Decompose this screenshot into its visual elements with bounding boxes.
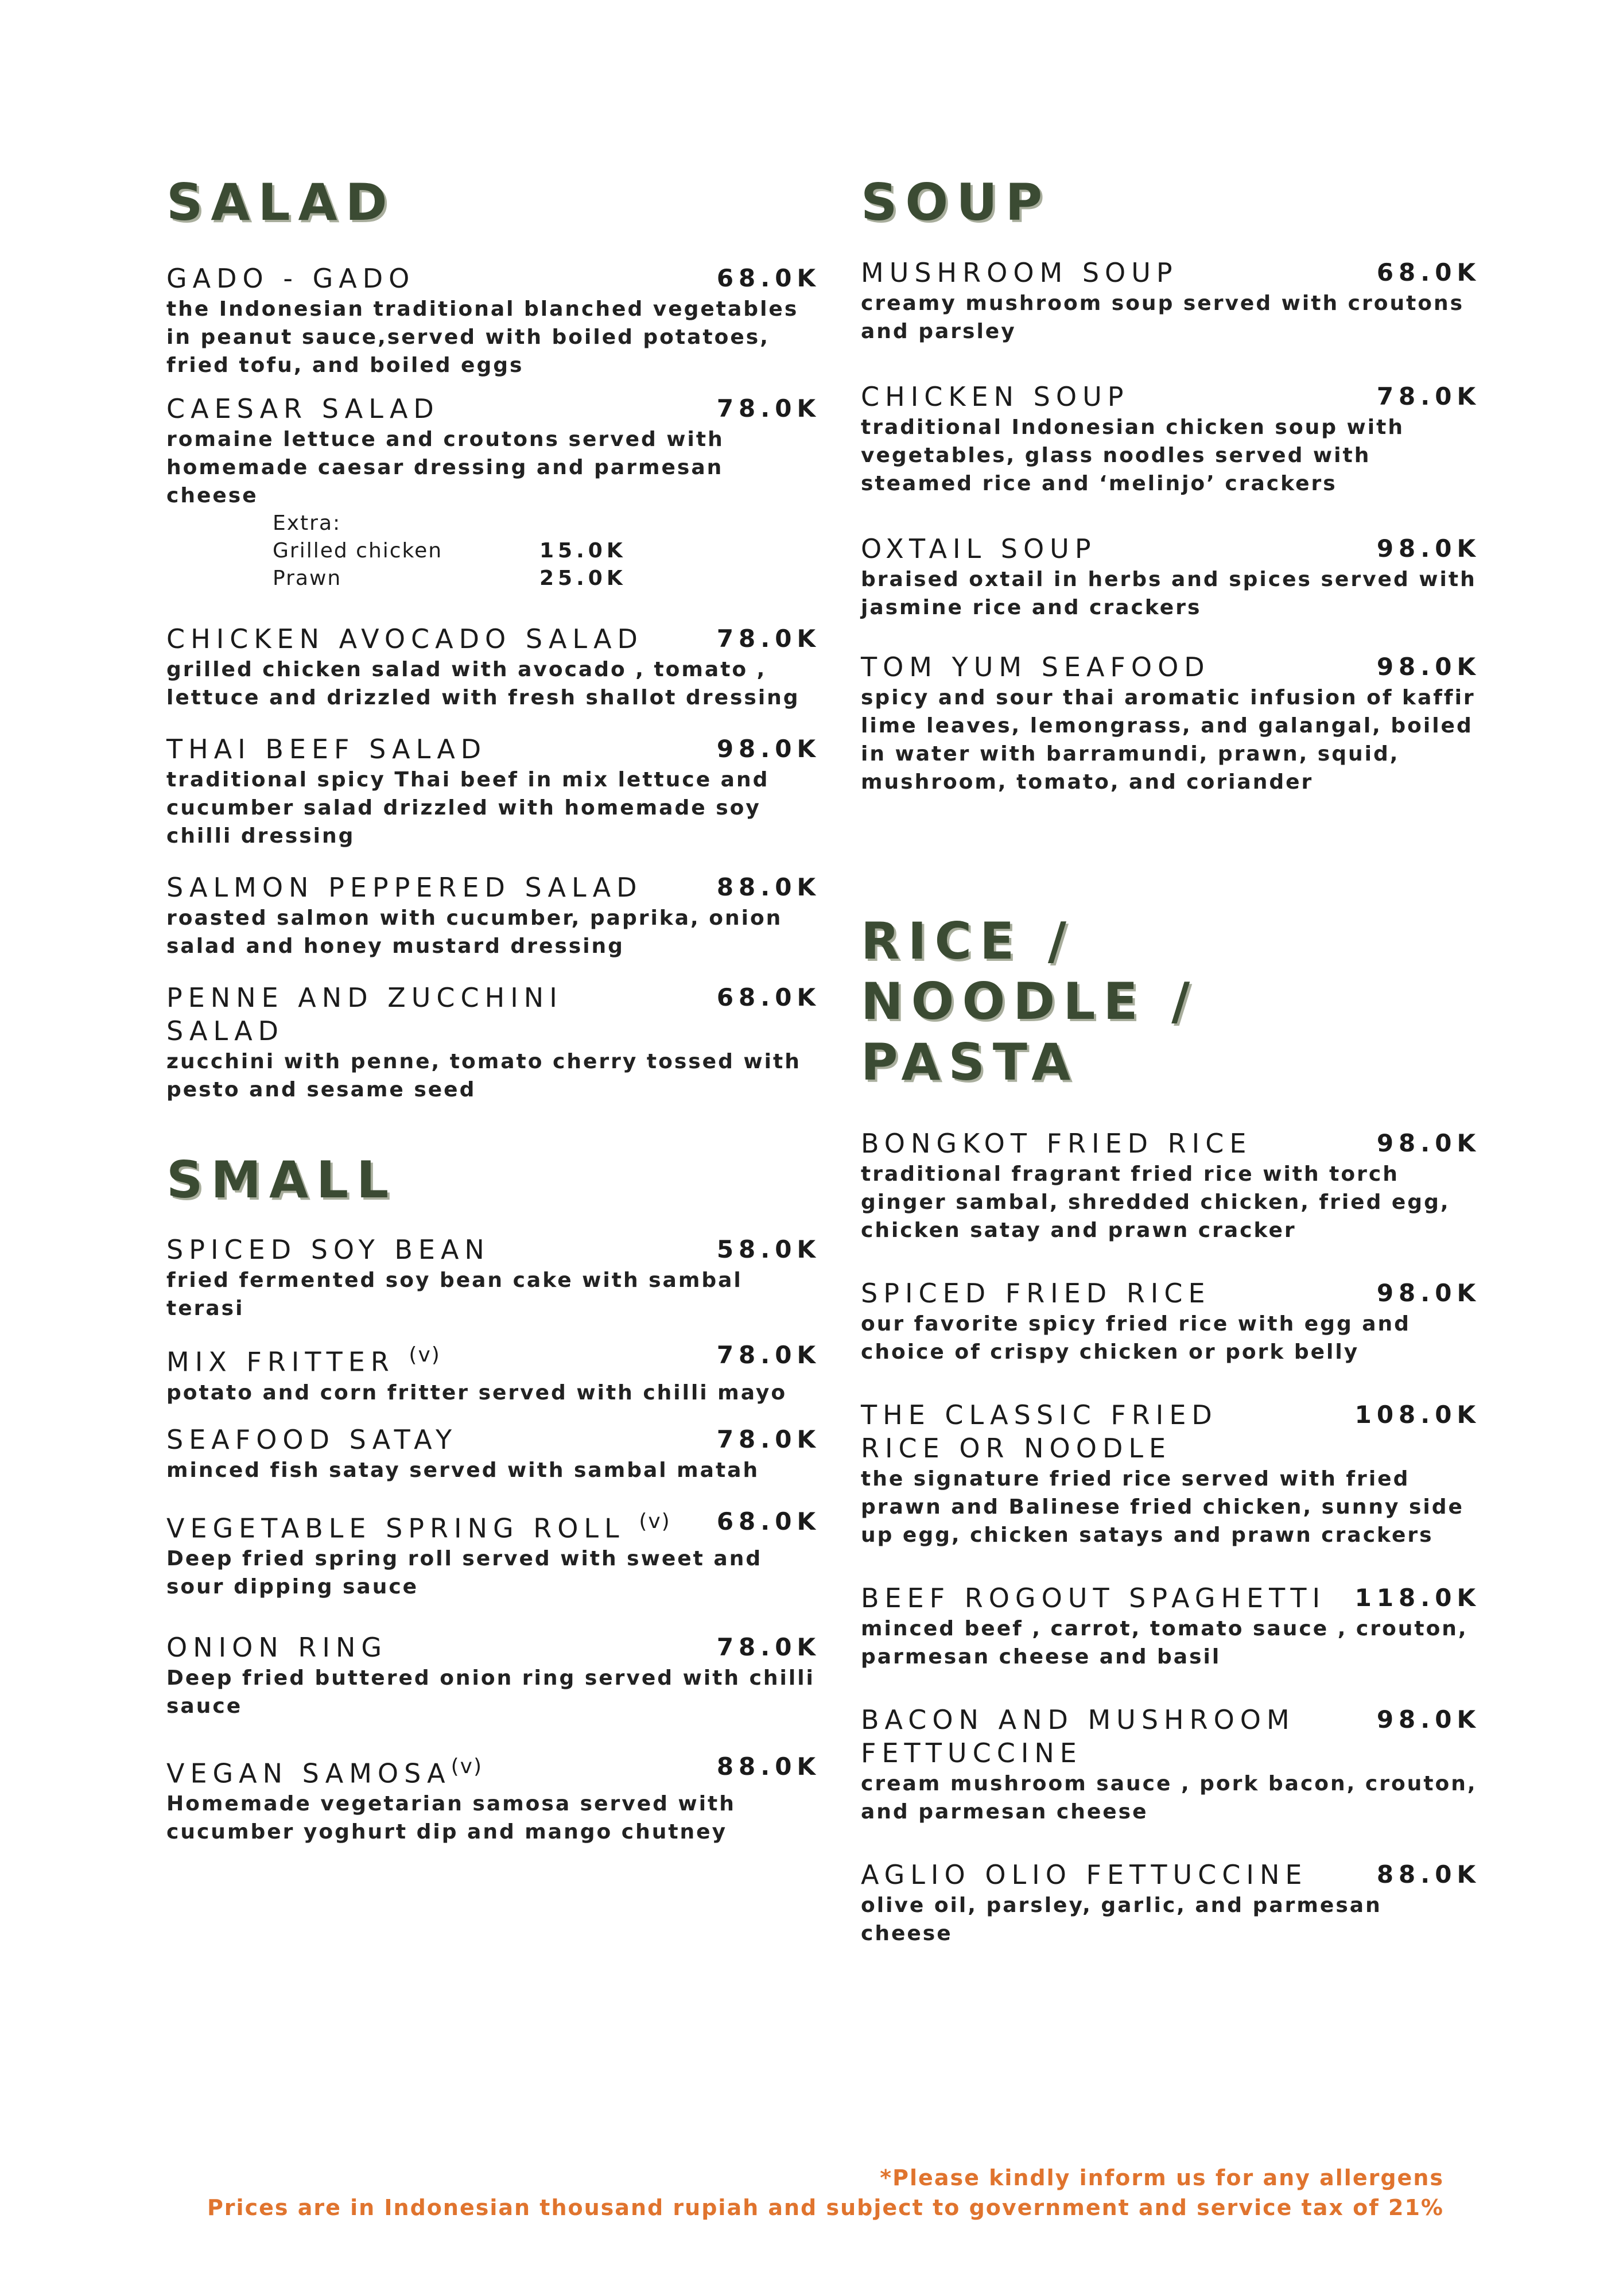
item-name: MIX FRITTER $^{(v)}$ xyxy=(166,1343,441,1378)
allergen-note: *Please kindly inform us for any allergens xyxy=(880,2165,1444,2190)
item-description: minced beef , carrot, tomato sauce , crouton, parmesan cheese and basil xyxy=(861,1617,1468,1669)
menu-item xyxy=(166,1423,821,1484)
menu-item xyxy=(166,392,821,592)
salad-section xyxy=(166,172,821,1104)
extra-price: 15.0K xyxy=(539,538,627,563)
extra-row xyxy=(273,537,821,565)
item-price: 98.0K xyxy=(1376,1129,1481,1158)
item-price: 78.0K xyxy=(716,394,821,422)
item-description: braised oxtail in herbs and spices served with jasmine rice and crackers xyxy=(861,567,1477,619)
item-name: THAI BEEF SALAD xyxy=(166,733,487,765)
section-title-salad: SALAD xyxy=(166,173,395,232)
item-description: minced fish satay served with sambal matah xyxy=(166,1458,760,1482)
item-price: 98.0K xyxy=(1376,652,1481,681)
item-price: 78.0K xyxy=(716,1425,821,1453)
menu-item xyxy=(861,256,1481,346)
menu-item xyxy=(861,1398,1481,1549)
item-description: zucchini with penne, tomato cherry tossed with pesto and sesame seed xyxy=(166,1049,801,1102)
item-price: 88.0K xyxy=(1376,1860,1481,1889)
item-description: Deep fried spring roll served with sweet and sour dipping sauce xyxy=(166,1546,763,1599)
menu-item xyxy=(166,1339,821,1406)
item-name: CHICKEN SOUP xyxy=(861,381,1129,412)
section-title-soup: SOUP xyxy=(861,173,1051,232)
item-name: SPICED SOY BEAN xyxy=(166,1234,490,1266)
item-description: fried fermented soy bean cake with sambal terasi xyxy=(166,1269,743,1321)
item-price: 68.0K xyxy=(716,263,821,292)
footer-notes xyxy=(207,2163,1444,2223)
vegetarian-tag: (v) xyxy=(409,1343,441,1367)
extras-label: Extra: xyxy=(273,511,341,535)
menu-item xyxy=(861,1277,1481,1366)
item-name: CHICKEN AVOCADO SALAD xyxy=(166,623,643,654)
menu-item xyxy=(166,981,821,1104)
item-price: 58.0K xyxy=(716,1235,821,1264)
item-price: 78.0K xyxy=(716,624,821,653)
item-name: MUSHROOM SOUP xyxy=(861,257,1178,288)
item-name: BACON AND MUSHROOM FETTUCCINE xyxy=(861,1704,1295,1769)
vegetarian-tag: (v) xyxy=(639,1509,671,1533)
item-description: traditional fragrant fried rice with torch ginger sambal, shredded chicken, fried egg, chicken satay and prawn cracker xyxy=(861,1162,1450,1243)
extras-block xyxy=(273,510,821,592)
extra-row xyxy=(273,565,821,592)
item-description: spicy and sour thai aromatic infusion of kaffir lime leaves, lemongrass, and galangal, boiled in water with barramundi, prawn, squid, mushroom, tomato, and coriander xyxy=(861,685,1476,794)
item-description: creamy mushroom soup served with croutons and parsley xyxy=(861,291,1465,343)
menu-item xyxy=(861,1703,1481,1826)
extra-name: Grilled chicken xyxy=(273,538,443,563)
section-title-small: SMALL xyxy=(166,1150,397,1209)
item-description: Homemade vegetarian samosa served with cucumber yoghurt dip and mango chutney xyxy=(166,1792,736,1844)
item-price: 68.0K xyxy=(716,983,821,1011)
item-price: 98.0K xyxy=(1376,1705,1481,1734)
item-price: 78.0K xyxy=(1376,382,1481,410)
menu-item xyxy=(166,732,821,850)
menu-item xyxy=(166,1631,821,1720)
item-price: 98.0K xyxy=(716,734,821,763)
item-price: 88.0K xyxy=(716,1752,821,1781)
extra-name: Prawn xyxy=(273,566,342,590)
item-price: 68.0K xyxy=(716,1507,821,1535)
item-name: SALMON PEPPERED SALAD xyxy=(166,871,643,903)
item-description: traditional spicy Thai beef in mix lettuce and cucumber salad drizzled with homemade soy chilli dressing xyxy=(166,767,770,848)
menu-item xyxy=(861,532,1481,622)
item-name: GADO - GADO xyxy=(166,262,416,294)
item-name: BEEF ROGOUT SPAGHETTI xyxy=(861,1583,1326,1614)
item-name: ONION RING xyxy=(166,1631,388,1663)
item-price: 98.0K xyxy=(1376,1279,1481,1308)
item-name: PENNE AND ZUCCHINI SALAD xyxy=(166,982,563,1046)
menu-item xyxy=(861,650,1481,796)
item-price: 68.0K xyxy=(1376,258,1481,286)
menu-item xyxy=(166,1750,821,1846)
rice-noodle-pasta-section xyxy=(861,911,1481,1948)
item-description: olive oil, parsley, garlic, and parmesan cheese xyxy=(861,1894,1382,1946)
menu-item xyxy=(166,622,821,712)
item-description: the Indonesian traditional blanched vegetables in peanut sauce,served with boiled potatoes, fried tofu, and boiled eggs xyxy=(166,297,799,377)
item-price: 78.0K xyxy=(716,1341,821,1370)
item-price: 118.0K xyxy=(1354,1584,1481,1612)
small-section xyxy=(166,1150,821,1847)
extra-price: 25.0K xyxy=(539,566,627,590)
item-price: 98.0K xyxy=(1376,534,1481,563)
item-name: SPICED FRIED RICE xyxy=(861,1278,1211,1309)
menu-item xyxy=(166,871,821,960)
item-description: our favorite spicy fried rice with egg and choice of crispy chicken or pork belly xyxy=(861,1312,1411,1364)
item-price: 78.0K xyxy=(716,1632,821,1661)
item-name: VEGAN SAMOSA$^{(v)}$ xyxy=(166,1754,483,1789)
menu-item xyxy=(166,262,821,379)
item-description: grilled chicken salad with avocado , tomato , lettuce and drizzled with fresh shallot dressing xyxy=(166,657,800,709)
item-name: SEAFOOD SATAY xyxy=(166,1424,458,1455)
menu-item xyxy=(861,1858,1481,1948)
item-description: roasted salmon with cucumber, paprika, onion salad and honey mustard dressing xyxy=(166,906,783,958)
right-column xyxy=(861,172,1481,1948)
item-description: cream mushroom sauce , pork bacon, crouton, and parmesan cheese xyxy=(861,1772,1477,1824)
item-description: potato and corn fritter served with chilli mayo xyxy=(166,1380,787,1405)
item-description: the signature fried rice served with fried prawn and Balinese fried chicken, sunny side up egg, chicken satays and prawn crackers xyxy=(861,1467,1464,1548)
menu-item xyxy=(861,1581,1481,1671)
item-price: 108.0K xyxy=(1354,1401,1481,1429)
item-name: OXTAIL SOUP xyxy=(861,533,1097,564)
item-name: CAESAR SALAD xyxy=(166,393,440,424)
menu-item xyxy=(861,380,1481,498)
left-column xyxy=(166,172,821,1846)
tax-note: Prices are in Indonesian thousand rupiah and subject to government and service tax of 21% xyxy=(207,2195,1444,2220)
item-name: VEGETABLE SPRING ROLL $^{(v)}$ xyxy=(166,1509,671,1543)
item-price: 88.0K xyxy=(716,872,821,901)
item-description: romaine lettuce and croutons served with homemade caesar dressing and parmesan cheese xyxy=(166,427,724,507)
item-name: TOM YUM SEAFOOD xyxy=(861,651,1210,682)
item-name: THE CLASSIC FRIED RICE OR NOODLE xyxy=(861,1399,1218,1464)
item-name: AGLIO OLIO FETTUCCINE xyxy=(861,1859,1308,1891)
item-name: BONGKOT FRIED RICE xyxy=(861,1128,1252,1159)
section-title-rice-noodle-pasta: RICE / NOODLE / PASTA xyxy=(861,911,1198,1092)
item-description: traditional Indonesian chicken soup with vegetables, glass noodles served with steamed rice and ‘melinjo’ crackers xyxy=(861,415,1404,495)
soup-section xyxy=(861,172,1481,796)
item-description: Deep fried buttered onion ring served with chilli sauce xyxy=(166,1666,815,1718)
menu-item xyxy=(166,1233,821,1322)
menu-item xyxy=(861,1127,1481,1244)
menu-item xyxy=(166,1505,821,1601)
vegetarian-tag: (v) xyxy=(451,1754,483,1778)
